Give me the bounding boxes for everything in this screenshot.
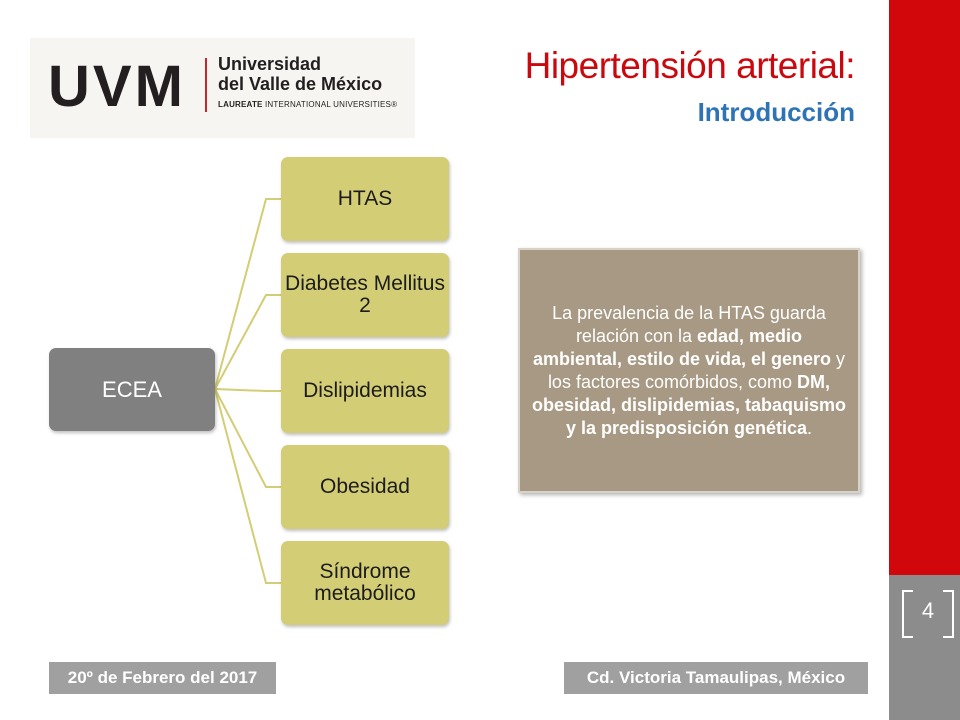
footer-date: 20º de Febrero del 2017 [49,662,276,694]
slide-subtitle: Introducción [697,97,855,127]
logo-name-line2: del Valle de México [218,74,383,94]
page-number: 4 [921,598,935,623]
connector-line [215,389,281,391]
slide-title: Hipertensión arterial: [524,45,855,86]
diagram-child-node: Obesidad [281,445,449,529]
logo-name-line1: Universidad [218,54,322,74]
diagram-root-node: ECEA [49,348,215,431]
info-box [518,248,860,493]
logo-tag-bold: LAUREATE [218,100,263,109]
diagram-child-node: Dislipidemias [281,349,449,433]
info-text-part: . [807,417,813,438]
logo-tag-rest: INTERNATIONAL UNIVERSITIES® [262,100,398,109]
info-text-part: y los factores comórbidos, como [547,348,846,392]
connector-line [215,389,281,487]
logo-wordmark: UVM [48,54,186,119]
diagram-child-node: Diabetes Mellitus 2 [281,253,449,337]
info-text [530,302,848,440]
info-text-part: La prevalencia de la HTAS guarda relación con la [552,302,826,346]
diagram-child-node: Síndrome metabólico [281,541,449,625]
info-text-part: edad, medio ambiental, estilo de vida, el genero [532,325,832,369]
info-text-part: DM, obesidad, dislipidemias, tabaquismo y la predisposición genética [531,371,847,438]
connector-line [215,295,281,389]
diagram-child-node: HTAS [281,157,449,241]
footer-location: Cd. Victoria Tamaulipas, México [564,662,868,694]
